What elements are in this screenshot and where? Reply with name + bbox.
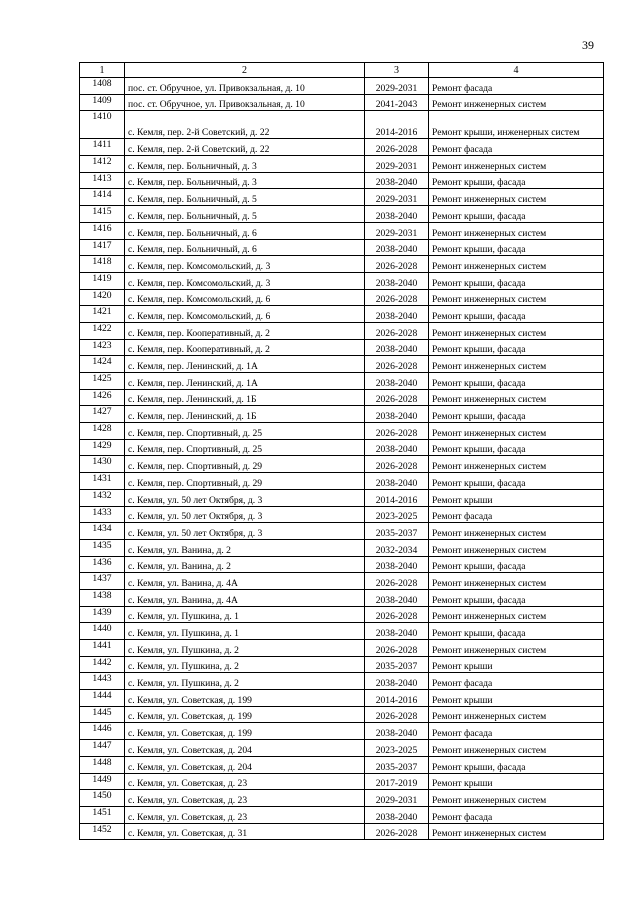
period-cell: 2038-2040 xyxy=(365,439,429,456)
period-cell: 2023-2025 xyxy=(365,506,429,523)
address-cell: с. Кемля, ул. Пушкина, д. 1 xyxy=(125,623,365,640)
work-type-cell: Ремонт инженерных систем xyxy=(429,189,604,206)
work-type-cell: Ремонт инженерных систем xyxy=(429,456,604,473)
address-cell: с. Кемля, ул. Пушкина, д. 1 xyxy=(125,606,365,623)
table-row xyxy=(80,406,604,423)
work-type-cell: Ремонт инженерных систем xyxy=(429,573,604,590)
row-number-cell: 1437 xyxy=(80,573,125,590)
period-cell: 2035-2037 xyxy=(365,523,429,540)
address-cell: с. Кемля, ул. Советская, д. 199 xyxy=(125,690,365,707)
address-cell: с. Кемля, пер. Ленинский, д. 1А xyxy=(125,373,365,390)
row-number-cell: 1425 xyxy=(80,373,125,390)
period-cell: 2029-2031 xyxy=(365,156,429,173)
work-type-cell: Ремонт фасада xyxy=(429,78,604,95)
column-header-4: 4 xyxy=(429,63,604,78)
row-number-cell: 1412 xyxy=(80,156,125,173)
work-type-cell: Ремонт крыши, фасада xyxy=(429,206,604,223)
table-row xyxy=(80,573,604,590)
period-cell: 2038-2040 xyxy=(365,206,429,223)
row-number-cell: 1443 xyxy=(80,673,125,690)
period-cell: 2026-2028 xyxy=(365,640,429,657)
period-cell: 2038-2040 xyxy=(365,373,429,390)
address-cell: с. Кемля, пер. Комсомольский, д. 3 xyxy=(125,256,365,273)
work-type-cell: Ремонт крыши, фасада xyxy=(429,623,604,640)
address-cell: с. Кемля, ул. Ванина, д. 2 xyxy=(125,539,365,556)
row-number-cell: 1435 xyxy=(80,539,125,556)
address-cell: с. Кемля, ул. Пушкина, д. 2 xyxy=(125,673,365,690)
table-row xyxy=(80,756,604,773)
table-row xyxy=(80,189,604,206)
work-type-cell: Ремонт фасада xyxy=(429,806,604,823)
address-cell: с. Кемля, пер. Ленинский, д. 1Б xyxy=(125,389,365,406)
row-number-cell: 1422 xyxy=(80,322,125,339)
period-cell: 2038-2040 xyxy=(365,556,429,573)
period-cell: 2026-2028 xyxy=(365,289,429,306)
period-cell: 2041-2043 xyxy=(365,94,429,111)
work-type-cell: Ремонт инженерных систем xyxy=(429,740,604,757)
address-cell: с. Кемля, пер. Спортивный, д. 29 xyxy=(125,456,365,473)
row-number-cell: 1420 xyxy=(80,289,125,306)
table-row xyxy=(80,740,604,757)
row-number-cell: 1428 xyxy=(80,423,125,440)
work-type-cell: Ремонт крыши xyxy=(429,489,604,506)
row-number-cell: 1449 xyxy=(80,773,125,790)
work-type-cell: Ремонт крыши, фасада xyxy=(429,473,604,490)
row-number-cell: 1421 xyxy=(80,306,125,323)
work-type-cell: Ремонт инженерных систем xyxy=(429,523,604,540)
period-cell: 2038-2040 xyxy=(365,806,429,823)
table-row xyxy=(80,589,604,606)
table-row xyxy=(80,272,604,289)
table-row xyxy=(80,723,604,740)
address-cell: с. Кемля, ул. Советская, д. 199 xyxy=(125,706,365,723)
address-cell: с. Кемля, ул. Пушкина, д. 2 xyxy=(125,656,365,673)
address-cell: с. Кемля, ул. Советская, д. 31 xyxy=(125,823,365,840)
table-row xyxy=(80,172,604,189)
period-cell: 2026-2028 xyxy=(365,456,429,473)
period-cell: 2026-2028 xyxy=(365,823,429,840)
row-number-cell: 1440 xyxy=(80,623,125,640)
address-cell: с. Кемля, ул. Советская, д. 199 xyxy=(125,723,365,740)
table-row xyxy=(80,206,604,223)
table-row xyxy=(80,489,604,506)
work-type-cell: Ремонт крыши, фасада xyxy=(429,406,604,423)
table-row xyxy=(80,790,604,807)
table-row xyxy=(80,456,604,473)
table-header xyxy=(80,63,604,78)
period-cell: 2029-2031 xyxy=(365,189,429,206)
work-type-cell: Ремонт крыши, фасада xyxy=(429,239,604,256)
table-row xyxy=(80,706,604,723)
address-cell: с. Кемля, пер. Больничный, д. 5 xyxy=(125,206,365,223)
row-number-cell: 1433 xyxy=(80,506,125,523)
row-number-cell: 1418 xyxy=(80,256,125,273)
work-type-cell: Ремонт инженерных систем xyxy=(429,256,604,273)
table-row xyxy=(80,640,604,657)
period-cell: 2038-2040 xyxy=(365,673,429,690)
row-number-cell: 1430 xyxy=(80,456,125,473)
work-type-cell: Ремонт крыши, фасада xyxy=(429,589,604,606)
work-type-cell: Ремонт фасада xyxy=(429,673,604,690)
work-type-cell: Ремонт крыши, фасада xyxy=(429,272,604,289)
row-number-cell: 1438 xyxy=(80,589,125,606)
period-cell: 2026-2028 xyxy=(365,256,429,273)
period-cell: 2038-2040 xyxy=(365,239,429,256)
work-type-cell: Ремонт фасада xyxy=(429,506,604,523)
work-type-cell: Ремонт крыши, фасада xyxy=(429,339,604,356)
period-cell: 2038-2040 xyxy=(365,406,429,423)
period-cell: 2038-2040 xyxy=(365,339,429,356)
table-row xyxy=(80,306,604,323)
row-number-cell: 1417 xyxy=(80,239,125,256)
address-cell: с. Кемля, пер. Кооперативный, д. 2 xyxy=(125,339,365,356)
table-row xyxy=(80,556,604,573)
row-number-cell: 1452 xyxy=(80,823,125,840)
work-type-cell: Ремонт крыши, фасада xyxy=(429,756,604,773)
period-cell: 2035-2037 xyxy=(365,656,429,673)
address-cell: с. Кемля, ул. Ванина, д. 4А xyxy=(125,589,365,606)
address-cell: пос. ст. Обручное, ул. Привокзальная, д. 10 xyxy=(125,94,365,111)
work-type-cell: Ремонт крыши, фасада xyxy=(429,556,604,573)
table-row xyxy=(80,506,604,523)
row-number-cell: 1423 xyxy=(80,339,125,356)
work-type-cell: Ремонт инженерных систем xyxy=(429,539,604,556)
address-cell: с. Кемля, пер. Больничный, д. 6 xyxy=(125,222,365,239)
address-cell: с. Кемля, пер. Спортивный, д. 29 xyxy=(125,473,365,490)
work-type-cell: Ремонт инженерных систем xyxy=(429,823,604,840)
work-type-cell: Ремонт крыши xyxy=(429,656,604,673)
address-cell: с. Кемля, пер. 2-й Советский, д. 22 xyxy=(125,111,365,139)
table-row xyxy=(80,373,604,390)
period-cell: 2029-2031 xyxy=(365,78,429,95)
work-type-cell: Ремонт крыши xyxy=(429,773,604,790)
row-number-cell: 1416 xyxy=(80,222,125,239)
work-type-cell: Ремонт инженерных систем xyxy=(429,389,604,406)
table-row xyxy=(80,256,604,273)
table-row xyxy=(80,423,604,440)
work-type-cell: Ремонт инженерных систем xyxy=(429,640,604,657)
row-number-cell: 1445 xyxy=(80,706,125,723)
row-number-cell: 1450 xyxy=(80,790,125,807)
table-row xyxy=(80,606,604,623)
address-cell: с. Кемля, пер. Комсомольский, д. 6 xyxy=(125,306,365,323)
address-cell: с. Кемля, ул. Советская, д. 204 xyxy=(125,740,365,757)
table-row xyxy=(80,823,604,840)
row-number-cell: 1410 xyxy=(80,111,125,139)
table-row xyxy=(80,94,604,111)
period-cell: 2023-2025 xyxy=(365,740,429,757)
work-type-cell: Ремонт крыши, фасада xyxy=(429,373,604,390)
period-cell: 2026-2028 xyxy=(365,356,429,373)
work-type-cell: Ремонт инженерных систем xyxy=(429,356,604,373)
row-number-cell: 1427 xyxy=(80,406,125,423)
row-number-cell: 1446 xyxy=(80,723,125,740)
period-cell: 2026-2028 xyxy=(365,139,429,156)
address-cell: с. Кемля, ул. Советская, д. 23 xyxy=(125,790,365,807)
period-cell: 2026-2028 xyxy=(365,389,429,406)
table-row xyxy=(80,322,604,339)
address-cell: с. Кемля, пер. Ленинский, д. 1Б xyxy=(125,406,365,423)
row-number-cell: 1419 xyxy=(80,272,125,289)
table-row xyxy=(80,523,604,540)
period-cell: 2032-2034 xyxy=(365,539,429,556)
table-row xyxy=(80,673,604,690)
row-number-cell: 1447 xyxy=(80,740,125,757)
work-type-cell: Ремонт инженерных систем xyxy=(429,156,604,173)
column-header-1: 1 xyxy=(80,63,125,78)
row-number-cell: 1411 xyxy=(80,139,125,156)
period-cell: 2038-2040 xyxy=(365,623,429,640)
row-number-cell: 1414 xyxy=(80,189,125,206)
table-row xyxy=(80,773,604,790)
work-type-cell: Ремонт инженерных систем xyxy=(429,606,604,623)
row-number-cell: 1451 xyxy=(80,806,125,823)
row-number-cell: 1434 xyxy=(80,523,125,540)
address-cell: с. Кемля, ул. 50 лет Октября, д. 3 xyxy=(125,523,365,540)
work-type-cell: Ремонт инженерных систем xyxy=(429,289,604,306)
work-type-cell: Ремонт инженерных систем xyxy=(429,790,604,807)
row-number-cell: 1431 xyxy=(80,473,125,490)
row-number-cell: 1444 xyxy=(80,690,125,707)
period-cell: 2014-2016 xyxy=(365,489,429,506)
period-cell: 2014-2016 xyxy=(365,111,429,139)
table-row xyxy=(80,623,604,640)
work-type-cell: Ремонт инженерных систем xyxy=(429,222,604,239)
work-type-cell: Ремонт инженерных систем xyxy=(429,423,604,440)
work-type-cell: Ремонт крыши, фасада xyxy=(429,306,604,323)
row-number-cell: 1448 xyxy=(80,756,125,773)
table-row xyxy=(80,389,604,406)
table-row xyxy=(80,139,604,156)
address-cell: с. Кемля, пер. Больничный, д. 3 xyxy=(125,172,365,189)
address-cell: с. Кемля, пер. Комсомольский, д. 6 xyxy=(125,289,365,306)
work-type-cell: Ремонт инженерных систем xyxy=(429,706,604,723)
address-cell: с. Кемля, пер. 2-й Советский, д. 22 xyxy=(125,139,365,156)
period-cell: 2026-2028 xyxy=(365,606,429,623)
table-row xyxy=(80,539,604,556)
row-number-cell: 1436 xyxy=(80,556,125,573)
row-number-cell: 1424 xyxy=(80,356,125,373)
row-number-cell: 1413 xyxy=(80,172,125,189)
period-cell: 2026-2028 xyxy=(365,573,429,590)
period-cell: 2038-2040 xyxy=(365,172,429,189)
page-number: 39 xyxy=(582,38,594,52)
row-number-cell: 1432 xyxy=(80,489,125,506)
column-header-3: 3 xyxy=(365,63,429,78)
address-cell: пос. ст. Обручное, ул. Привокзальная, д. 10 xyxy=(125,78,365,95)
address-cell: с. Кемля, пер. Больничный, д. 5 xyxy=(125,189,365,206)
period-cell: 2038-2040 xyxy=(365,473,429,490)
address-cell: с. Кемля, ул. Пушкина, д. 2 xyxy=(125,640,365,657)
table-row xyxy=(80,656,604,673)
table-row xyxy=(80,78,604,95)
table-row xyxy=(80,239,604,256)
address-cell: с. Кемля, пер. Спортивный, д. 25 xyxy=(125,439,365,456)
work-type-cell: Ремонт инженерных систем xyxy=(429,94,604,111)
table-row xyxy=(80,222,604,239)
row-number-cell: 1415 xyxy=(80,206,125,223)
table-row xyxy=(80,356,604,373)
table-row xyxy=(80,289,604,306)
address-cell: с. Кемля, ул. Ванина, д. 2 xyxy=(125,556,365,573)
address-cell: с. Кемля, ул. 50 лет Октября, д. 3 xyxy=(125,506,365,523)
work-type-cell: Ремонт крыши, фасада xyxy=(429,439,604,456)
table-row xyxy=(80,806,604,823)
address-cell: с. Кемля, ул. Советская, д. 204 xyxy=(125,756,365,773)
row-number-cell: 1409 xyxy=(80,94,125,111)
period-cell: 2038-2040 xyxy=(365,306,429,323)
work-type-cell: Ремонт крыши xyxy=(429,690,604,707)
address-cell: с. Кемля, пер. Больничный, д. 3 xyxy=(125,156,365,173)
period-cell: 2014-2016 xyxy=(365,690,429,707)
row-number-cell: 1439 xyxy=(80,606,125,623)
work-type-cell: Ремонт фасада xyxy=(429,723,604,740)
work-type-cell: Ремонт крыши, инженерных систем xyxy=(429,111,604,139)
row-number-cell: 1408 xyxy=(80,78,125,95)
address-cell: с. Кемля, пер. Спортивный, д. 25 xyxy=(125,423,365,440)
period-cell: 2035-2037 xyxy=(365,756,429,773)
address-cell: с. Кемля, ул. Ванина, д. 4А xyxy=(125,573,365,590)
table-row xyxy=(80,690,604,707)
period-cell: 2038-2040 xyxy=(365,589,429,606)
work-type-cell: Ремонт крыши, фасада xyxy=(429,172,604,189)
header-row xyxy=(80,63,604,78)
address-cell: с. Кемля, пер. Больничный, д. 6 xyxy=(125,239,365,256)
address-cell: с. Кемля, пер. Ленинский, д. 1А xyxy=(125,356,365,373)
period-cell: 2029-2031 xyxy=(365,790,429,807)
period-cell: 2026-2028 xyxy=(365,423,429,440)
column-header-2: 2 xyxy=(125,63,365,78)
row-number-cell: 1429 xyxy=(80,439,125,456)
table-row xyxy=(80,339,604,356)
address-cell: с. Кемля, ул. Советская, д. 23 xyxy=(125,806,365,823)
table-row xyxy=(80,439,604,456)
address-cell: с. Кемля, ул. 50 лет Октября, д. 3 xyxy=(125,489,365,506)
period-cell: 2038-2040 xyxy=(365,723,429,740)
table-row xyxy=(80,111,604,139)
work-type-cell: Ремонт фасада xyxy=(429,139,604,156)
address-cell: с. Кемля, пер. Комсомольский, д. 3 xyxy=(125,272,365,289)
work-type-cell: Ремонт инженерных систем xyxy=(429,322,604,339)
period-cell: 2029-2031 xyxy=(365,222,429,239)
table-row xyxy=(80,473,604,490)
table-body xyxy=(80,78,604,840)
address-cell: с. Кемля, ул. Советская, д. 23 xyxy=(125,773,365,790)
period-cell: 2038-2040 xyxy=(365,272,429,289)
repair-schedule-table xyxy=(79,62,604,840)
period-cell: 2017-2019 xyxy=(365,773,429,790)
table-row xyxy=(80,156,604,173)
period-cell: 2026-2028 xyxy=(365,322,429,339)
address-cell: с. Кемля, пер. Кооперативный, д. 2 xyxy=(125,322,365,339)
row-number-cell: 1426 xyxy=(80,389,125,406)
period-cell: 2026-2028 xyxy=(365,706,429,723)
row-number-cell: 1442 xyxy=(80,656,125,673)
row-number-cell: 1441 xyxy=(80,640,125,657)
